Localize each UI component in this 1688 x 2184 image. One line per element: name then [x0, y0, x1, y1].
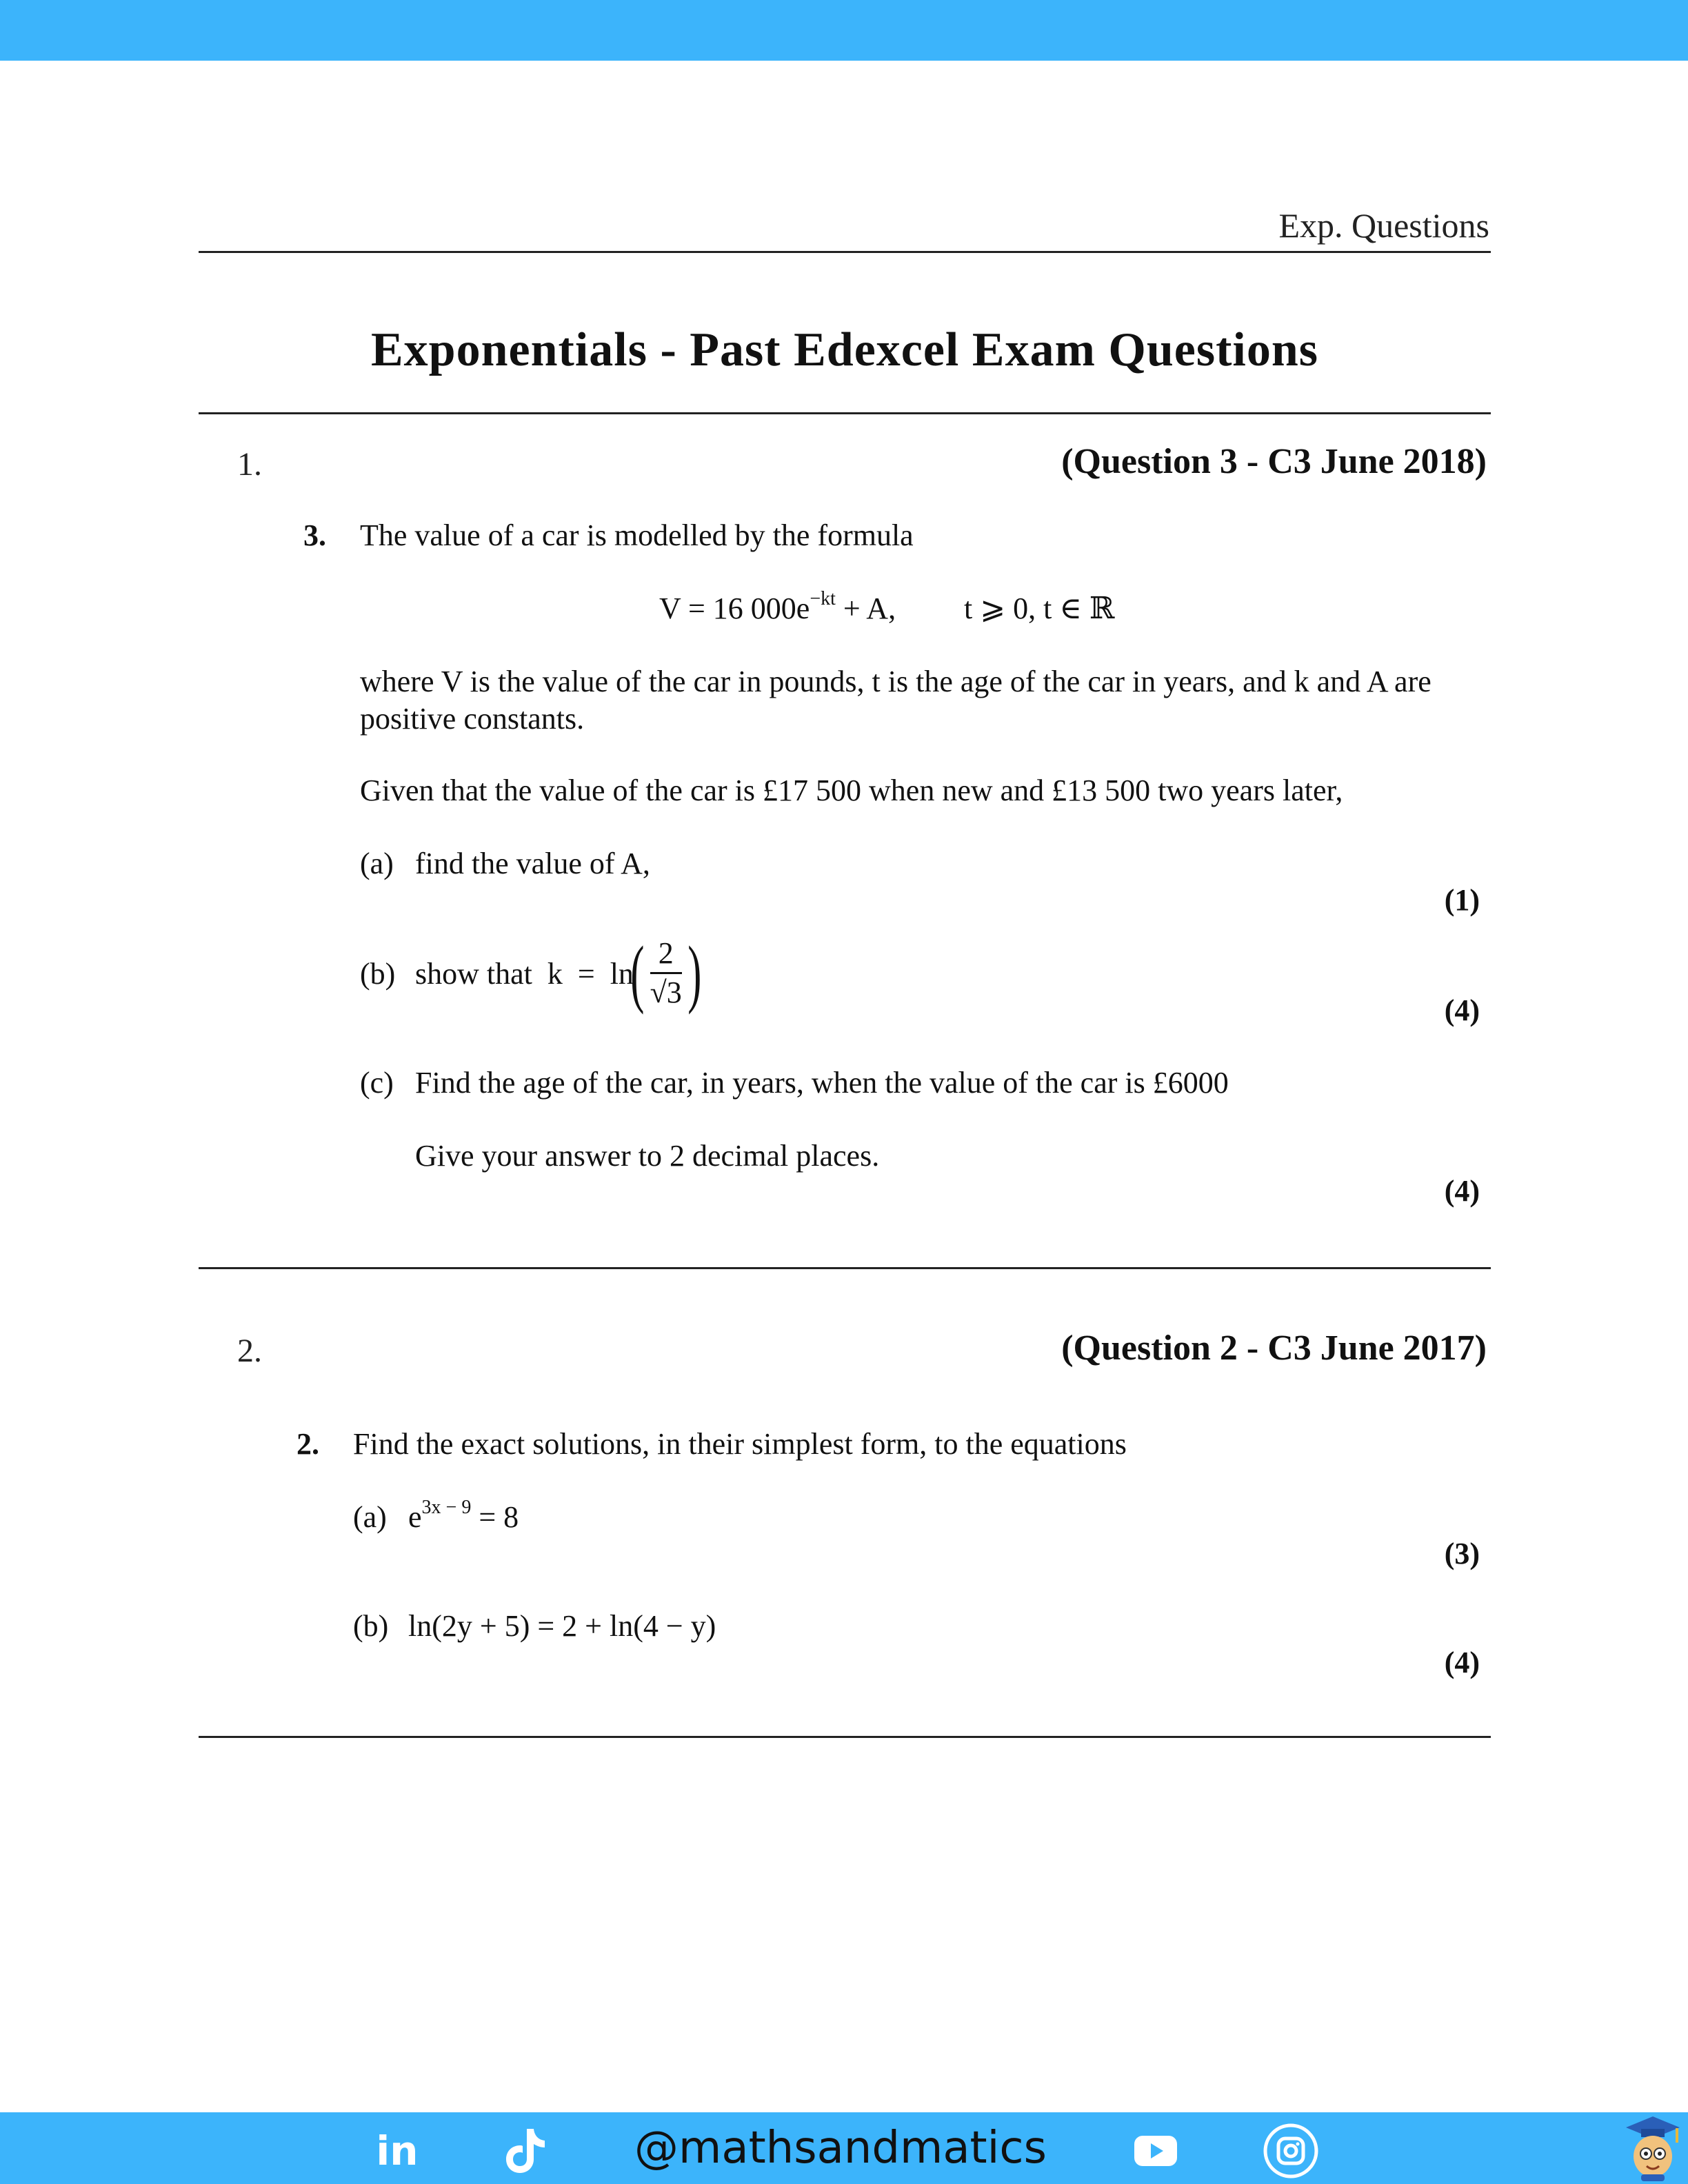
part-subtext: Give your answer to 2 decimal places. [415, 1139, 880, 1173]
part-text: Find the age of the car, in years, when the value of the car is £6000 [415, 1066, 1229, 1100]
equation-exponent: 3x − 9 [421, 1497, 472, 1519]
title-rule [199, 412, 1491, 414]
tiktok-icon[interactable] [501, 2123, 550, 2178]
top-banner [0, 0, 1688, 61]
youtube-icon[interactable] [1134, 2130, 1178, 2172]
marks: (1) [1444, 883, 1480, 917]
linkedin-icon[interactable]: in [376, 2127, 419, 2174]
inner-question-number: 3. [303, 518, 326, 552]
inner-question-number: 2. [297, 1427, 319, 1461]
question-number: 2. [237, 1333, 262, 1369]
social-handle: @mathsandmatics [634, 2123, 1047, 2174]
given-text: Given that the value of the car is £17 500 when new and £13 500 two years later, [360, 774, 1343, 807]
part-equation [408, 1499, 519, 1536]
part-label: (b) [360, 957, 396, 991]
equation-rest: = 8 [471, 1500, 519, 1534]
marks: (4) [1444, 1174, 1480, 1208]
marks: (4) [1444, 993, 1480, 1027]
part-label: (c) [360, 1066, 394, 1100]
formula-mid: + A, [835, 592, 896, 625]
header-rule [199, 251, 1491, 253]
question-source: (Question 2 - C3 June 2017) [1061, 1328, 1487, 1368]
mascot-icon [1622, 2114, 1684, 2183]
part-text: show that k = ln [415, 957, 634, 991]
part-text: find the value of A, [415, 847, 650, 880]
question-intro: The value of a car is modelled by the formula [360, 518, 914, 552]
question-source: (Question 3 - C3 June 2018) [1061, 442, 1487, 481]
question-number: 1. [237, 446, 262, 483]
marks: (3) [1444, 1537, 1480, 1570]
where-text: where V is the value of the car in pounds, t is the age of the car in years, and k and A are positive constants. [360, 665, 1431, 736]
formula [659, 590, 896, 627]
question-intro: Find the exact solutions, in their simplest form, to the equations [353, 1427, 1127, 1461]
right-paren: ) [687, 931, 702, 1015]
fraction-numerator: 2 [650, 935, 682, 974]
equation-base: e [408, 1500, 422, 1534]
fraction [650, 935, 682, 1011]
part-label: (a) [360, 847, 394, 880]
page-title: Exponentials - Past Edexcel Exam Questions [370, 323, 1319, 376]
fraction-group [625, 928, 707, 1018]
marks: (4) [1444, 1646, 1480, 1679]
left-paren: ( [630, 931, 645, 1015]
formula-domain: t ⩾ 0, t ∈ ℝ [964, 592, 1115, 625]
header-label: Exp. Questions [1278, 206, 1489, 245]
fraction-denominator: √3 [650, 975, 682, 1009]
part-label: (a) [353, 1500, 387, 1534]
bottom-rule [199, 1736, 1491, 1738]
formula-exponent: −kt [810, 588, 836, 610]
instagram-icon[interactable] [1262, 2122, 1320, 2180]
part-label: (b) [353, 1609, 389, 1643]
part-equation: ln(2y + 5) = 2 + ln(4 − y) [408, 1609, 716, 1643]
formula-left: V = 16 000e [659, 592, 810, 625]
section-rule [199, 1267, 1491, 1269]
